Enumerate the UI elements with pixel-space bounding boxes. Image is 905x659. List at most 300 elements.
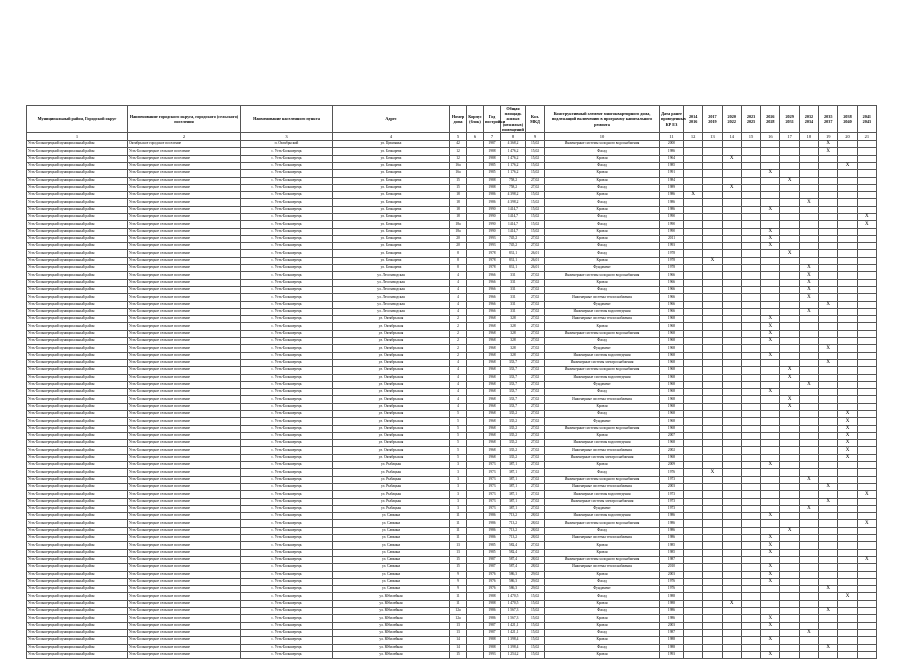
cell-col-9: 15,02 bbox=[526, 228, 545, 235]
cell-col-9: 27,02 bbox=[526, 549, 545, 556]
cell-col-4: ул. Цимлянка bbox=[333, 141, 450, 148]
cell-col-10: Кровля bbox=[545, 235, 660, 242]
cell-col-5: 3 bbox=[450, 483, 467, 490]
cell-col-8: 328 bbox=[501, 323, 526, 330]
cell-col-1: Усть-Большерецкий муниципальный район bbox=[27, 637, 128, 644]
period-cell-19 bbox=[819, 170, 838, 177]
period-cell-20 bbox=[838, 396, 857, 403]
cell-col-5: 4 bbox=[450, 308, 467, 315]
period-cell-15 bbox=[741, 155, 760, 162]
period-cell-16: X bbox=[761, 243, 780, 250]
cell-col-3: с. Усть-Большерецк bbox=[241, 615, 333, 622]
period-cell-15 bbox=[741, 425, 760, 432]
cell-col-10: Фасад bbox=[545, 184, 660, 191]
period-cell-21 bbox=[857, 170, 876, 177]
cell-col-9: 27,02 bbox=[526, 389, 545, 396]
cell-col-1: Усть-Большерецкий муниципальный район bbox=[27, 564, 128, 571]
period-cell-21 bbox=[857, 389, 876, 396]
cell-col-7: 1968 bbox=[484, 374, 501, 381]
cell-col-4: ул. Лесозаводская bbox=[333, 294, 450, 301]
table-row bbox=[27, 425, 877, 432]
period-cell-20 bbox=[838, 622, 857, 629]
period-cell-20 bbox=[838, 527, 857, 534]
period-cell-21 bbox=[857, 272, 876, 279]
period-cell-13 bbox=[703, 265, 722, 272]
cell-col-1: Усть-Большерецкий муниципальный район bbox=[27, 542, 128, 549]
cell-col-9: 28,02 bbox=[526, 535, 545, 542]
cell-col-5: 2 bbox=[450, 352, 467, 359]
cell-col-2: Усть-Большерецкое сельское поселение bbox=[128, 608, 241, 615]
period-cell-16: X bbox=[761, 571, 780, 578]
table-row bbox=[27, 155, 877, 162]
cell-col-11: 1968 bbox=[660, 411, 684, 418]
period-cell-19 bbox=[819, 213, 838, 220]
period-cell-15 bbox=[741, 243, 760, 250]
cell-col-1: Усть-Большерецкий муниципальный район bbox=[27, 425, 128, 432]
period-cell-13 bbox=[703, 498, 722, 505]
cell-col-9: 27,02 bbox=[526, 352, 545, 359]
cell-col-9: 29,02 bbox=[526, 578, 545, 585]
period-cell-18 bbox=[799, 148, 818, 155]
table-row bbox=[27, 374, 877, 381]
period-cell-19 bbox=[819, 308, 838, 315]
period-cell-20: X bbox=[838, 425, 857, 432]
cell-col-11: 1986 bbox=[660, 199, 684, 206]
cell-col-2: Усть-Большерецкое сельское поселение bbox=[128, 184, 241, 191]
cell-col-1: Усть-Большерецкий муниципальный район bbox=[27, 148, 128, 155]
period-cell-17 bbox=[780, 564, 799, 571]
cell-col-3: с. Усть-Большерецк bbox=[241, 608, 333, 615]
cell-col-4: ул. Бочкарева bbox=[333, 177, 450, 184]
cell-col-8: 831,1 bbox=[501, 265, 526, 272]
cell-col-1: Усть-Большерецкий муниципальный район bbox=[27, 476, 128, 483]
table-row bbox=[27, 213, 877, 220]
period-cell-13 bbox=[703, 615, 722, 622]
cell-col-3: с. Усть-Большерецк bbox=[241, 498, 333, 505]
period-cell-14 bbox=[722, 192, 741, 199]
cell-col-4: ул. Октябрьская bbox=[333, 396, 450, 403]
period-cell-17 bbox=[780, 213, 799, 220]
column-number-row bbox=[27, 133, 877, 141]
period-cell-16 bbox=[761, 527, 780, 534]
period-cell-14 bbox=[722, 637, 741, 644]
table-row bbox=[27, 228, 877, 235]
period-cell-13 bbox=[703, 411, 722, 418]
period-cell-13 bbox=[703, 184, 722, 191]
cell-col-9: 15,02 bbox=[526, 644, 545, 651]
cell-col-6 bbox=[467, 615, 484, 622]
cell-col-1: Усть-Большерецкий муниципальный район bbox=[27, 411, 128, 418]
cell-col-11: 1966 bbox=[660, 272, 684, 279]
cell-col-3: с. Усть-Большерецк bbox=[241, 483, 333, 490]
column-header-3: Наименование населенного пункта bbox=[241, 106, 333, 133]
period-cell-19 bbox=[819, 294, 838, 301]
cell-col-6 bbox=[467, 513, 484, 520]
period-cell-16 bbox=[761, 155, 780, 162]
period-cell-17 bbox=[780, 542, 799, 549]
period-cell-20 bbox=[838, 476, 857, 483]
cell-col-5: 3 bbox=[450, 476, 467, 483]
period-cell-12 bbox=[684, 213, 703, 220]
cell-col-7: 1968 bbox=[484, 381, 501, 388]
cell-col-10: Кровля bbox=[545, 206, 660, 213]
cell-col-8: 1 470,5 bbox=[501, 600, 526, 607]
cell-col-6 bbox=[467, 432, 484, 439]
period-cell-16 bbox=[761, 608, 780, 615]
period-cell-17 bbox=[780, 549, 799, 556]
cell-col-3: с. Усть-Большерецк bbox=[241, 549, 333, 556]
column-number-12: 12 bbox=[684, 133, 703, 141]
cell-col-10: Фундамент bbox=[545, 505, 660, 512]
period-cell-12 bbox=[684, 498, 703, 505]
cell-col-9: 27,02 bbox=[526, 308, 545, 315]
cell-col-6 bbox=[467, 265, 484, 272]
period-cell-13: X bbox=[703, 469, 722, 476]
cell-col-8: 387,1 bbox=[501, 491, 526, 498]
period-cell-15 bbox=[741, 330, 760, 337]
cell-col-3: с. Усть-Большерецк bbox=[241, 272, 333, 279]
cell-col-8: 335,2 bbox=[501, 418, 526, 425]
cell-col-7: 1978 bbox=[484, 265, 501, 272]
period-cell-15 bbox=[741, 206, 760, 213]
cell-col-5: 2 bbox=[450, 330, 467, 337]
cell-col-1: Усть-Большерецкий муниципальный район bbox=[27, 374, 128, 381]
cell-col-7: 1988 bbox=[484, 600, 501, 607]
cell-col-9: 26,01 bbox=[526, 257, 545, 264]
period-cell-15 bbox=[741, 549, 760, 556]
period-cell-14 bbox=[722, 483, 741, 490]
period-cell-18 bbox=[799, 235, 818, 242]
cell-col-6 bbox=[467, 170, 484, 177]
cell-col-10: Инженерные системы холодного водоснабжения bbox=[545, 141, 660, 148]
cell-col-5: 4 bbox=[450, 279, 467, 286]
cell-col-9: 27,02 bbox=[526, 432, 545, 439]
table-row bbox=[27, 418, 877, 425]
cell-col-10: Инженерные системы водоотведения bbox=[545, 374, 660, 381]
cell-col-3: с. Усть-Большерецк bbox=[241, 155, 333, 162]
period-cell-20 bbox=[838, 243, 857, 250]
cell-col-1: Усть-Большерецкий муниципальный район bbox=[27, 177, 128, 184]
period-cell-20 bbox=[838, 279, 857, 286]
column-number-15: 15 bbox=[741, 133, 760, 141]
cell-col-5: 4 bbox=[450, 272, 467, 279]
cell-col-9: 27,02 bbox=[526, 359, 545, 366]
period-cell-21 bbox=[857, 505, 876, 512]
period-cell-16: X bbox=[761, 389, 780, 396]
cell-col-2: Октябрьское городское поселение bbox=[128, 141, 241, 148]
period-cell-20: X bbox=[838, 447, 857, 454]
period-cell-16 bbox=[761, 396, 780, 403]
cell-col-6 bbox=[467, 491, 484, 498]
cell-col-1: Усть-Большерецкий муниципальный район bbox=[27, 265, 128, 272]
period-cell-18 bbox=[799, 403, 818, 410]
period-cell-18 bbox=[799, 184, 818, 191]
cell-col-10: Фасад bbox=[545, 213, 660, 220]
period-cell-20 bbox=[838, 265, 857, 272]
cell-col-3: с. Усть-Большерецк bbox=[241, 257, 333, 264]
period-cell-15 bbox=[741, 651, 760, 658]
table-row bbox=[27, 257, 877, 264]
cell-col-10: Фасад bbox=[545, 199, 660, 206]
period-cell-12 bbox=[684, 279, 703, 286]
cell-col-2: Усть-Большерецкое сельское поселение bbox=[128, 250, 241, 257]
period-cell-13 bbox=[703, 600, 722, 607]
period-cell-17: X bbox=[780, 396, 799, 403]
period-cell-19: X bbox=[819, 498, 838, 505]
cell-col-9: 27,02 bbox=[526, 462, 545, 469]
cell-col-7: 1968 bbox=[484, 352, 501, 359]
period-cell-21 bbox=[857, 177, 876, 184]
period-cell-15 bbox=[741, 170, 760, 177]
cell-col-1: Усть-Большерецкий муниципальный район bbox=[27, 170, 128, 177]
period-cell-21 bbox=[857, 141, 876, 148]
cell-col-1: Усть-Большерецкий муниципальный район bbox=[27, 272, 128, 279]
period-cell-17 bbox=[780, 498, 799, 505]
period-cell-13 bbox=[703, 316, 722, 323]
period-cell-13 bbox=[703, 141, 722, 148]
cell-col-6 bbox=[467, 228, 484, 235]
period-cell-12 bbox=[684, 221, 703, 228]
period-cell-16: X bbox=[761, 615, 780, 622]
cell-col-11: 1989 bbox=[660, 184, 684, 191]
period-cell-16 bbox=[761, 629, 780, 636]
period-cell-17 bbox=[780, 323, 799, 330]
cell-col-1: Усть-Большерецкий муниципальный район bbox=[27, 316, 128, 323]
cell-col-1: Усть-Большерецкий муниципальный район bbox=[27, 462, 128, 469]
cell-col-10: Инженерные системы теплоснабжения bbox=[545, 535, 660, 542]
period-cell-18 bbox=[799, 578, 818, 585]
period-cell-19 bbox=[819, 257, 838, 264]
period-cell-18: X bbox=[799, 629, 818, 636]
cell-col-4: ул. Октябрьская bbox=[333, 425, 450, 432]
period-cell-18: X bbox=[799, 308, 818, 315]
cell-col-2: Усть-Большерецкое сельское поселение bbox=[128, 425, 241, 432]
period-cell-20 bbox=[838, 615, 857, 622]
cell-col-7: 1968 bbox=[484, 411, 501, 418]
period-cell-15 bbox=[741, 221, 760, 228]
cell-col-9: 15,02 bbox=[526, 629, 545, 636]
table-row bbox=[27, 184, 877, 191]
cell-col-9: 28,02 bbox=[526, 520, 545, 527]
period-cell-21 bbox=[857, 338, 876, 345]
cell-col-8: 387,1 bbox=[501, 469, 526, 476]
period-cell-18 bbox=[799, 228, 818, 235]
cell-col-10: Инженерные системы электроснабжения bbox=[545, 454, 660, 461]
cell-col-5: 4 bbox=[450, 294, 467, 301]
period-cell-18 bbox=[799, 520, 818, 527]
cell-col-2: Усть-Большерецкое сельское поселение bbox=[128, 483, 241, 490]
cell-col-10: Кровля bbox=[545, 571, 660, 578]
cell-col-2: Усть-Большерецкое сельское поселение bbox=[128, 294, 241, 301]
cell-col-1: Усть-Большерецкий муниципальный район bbox=[27, 629, 128, 636]
cell-col-11: 1986 bbox=[660, 520, 684, 527]
period-cell-17 bbox=[780, 265, 799, 272]
period-cell-16 bbox=[761, 469, 780, 476]
period-cell-19 bbox=[819, 556, 838, 563]
period-cell-17 bbox=[780, 279, 799, 286]
table-row bbox=[27, 221, 877, 228]
period-cell-21 bbox=[857, 367, 876, 374]
period-cell-16 bbox=[761, 279, 780, 286]
period-cell-17 bbox=[780, 608, 799, 615]
cell-col-5: 18 bbox=[450, 213, 467, 220]
cell-col-2: Усть-Большерецкое сельское поселение bbox=[128, 454, 241, 461]
period-cell-12 bbox=[684, 622, 703, 629]
cell-col-11: 1968 bbox=[660, 359, 684, 366]
period-cell-21: X bbox=[857, 556, 876, 563]
period-cell-17 bbox=[780, 272, 799, 279]
period-cell-20 bbox=[838, 250, 857, 257]
cell-col-6 bbox=[467, 257, 484, 264]
cell-col-2: Усть-Большерецкое сельское поселение bbox=[128, 367, 241, 374]
cell-col-5: 5 bbox=[450, 425, 467, 432]
period-cell-20 bbox=[838, 235, 857, 242]
table-row bbox=[27, 593, 877, 600]
table-row bbox=[27, 359, 877, 366]
cell-col-10: Кровля bbox=[545, 177, 660, 184]
cell-col-11: 1985 bbox=[660, 162, 684, 169]
cell-col-9: 28,02 bbox=[526, 564, 545, 571]
cell-col-6 bbox=[467, 425, 484, 432]
cell-col-4: ул. Октябрьская bbox=[333, 389, 450, 396]
period-cell-19 bbox=[819, 192, 838, 199]
cell-col-1: Усть-Большерецкий муниципальный район bbox=[27, 622, 128, 629]
period-cell-17 bbox=[780, 206, 799, 213]
period-cell-17 bbox=[780, 243, 799, 250]
cell-col-8: 331 bbox=[501, 301, 526, 308]
cell-col-10: Кровля bbox=[545, 542, 660, 549]
table-row bbox=[27, 294, 877, 301]
period-cell-20: X bbox=[838, 411, 857, 418]
period-cell-20 bbox=[838, 651, 857, 658]
period-cell-21 bbox=[857, 615, 876, 622]
period-cell-13 bbox=[703, 462, 722, 469]
period-cell-14 bbox=[722, 593, 741, 600]
period-cell-20 bbox=[838, 586, 857, 593]
period-cell-14 bbox=[722, 586, 741, 593]
cell-col-7: 1968 bbox=[484, 432, 501, 439]
cell-col-3: с. Усть-Большерецк bbox=[241, 294, 333, 301]
table-row bbox=[27, 389, 877, 396]
period-cell-20 bbox=[838, 556, 857, 563]
column-number-5: 5 bbox=[450, 133, 467, 141]
cell-col-10: Кровля bbox=[545, 622, 660, 629]
table-row bbox=[27, 535, 877, 542]
cell-col-11: 1988 bbox=[660, 593, 684, 600]
period-cell-15 bbox=[741, 286, 760, 293]
period-cell-18: X bbox=[799, 272, 818, 279]
cell-col-8: 4 368,2 bbox=[501, 141, 526, 148]
cell-col-10: Инженерные системы холодного водоснабжения bbox=[545, 330, 660, 337]
cell-col-11: 1966 bbox=[660, 294, 684, 301]
period-cell-18: X bbox=[799, 199, 818, 206]
period-cell-17 bbox=[780, 345, 799, 352]
cell-col-5: 3 bbox=[450, 491, 467, 498]
table-row bbox=[27, 447, 877, 454]
cell-col-1: Усть-Большерецкий муниципальный район bbox=[27, 235, 128, 242]
cell-col-9: 15,02 bbox=[526, 162, 545, 169]
cell-col-4: ул. Юбилейная bbox=[333, 622, 450, 629]
period-cell-13 bbox=[703, 206, 722, 213]
cell-col-10: Фасад bbox=[545, 527, 660, 534]
cell-col-4: ул. Савкина bbox=[333, 586, 450, 593]
table-row bbox=[27, 286, 877, 293]
period-cell-20 bbox=[838, 381, 857, 388]
cell-col-10: Фасад bbox=[545, 221, 660, 228]
period-cell-20 bbox=[838, 644, 857, 651]
table-row bbox=[27, 279, 877, 286]
period-cell-13: X bbox=[703, 257, 722, 264]
period-cell-19 bbox=[819, 615, 838, 622]
cell-col-10: Инженерные системы теплоснабжения bbox=[545, 316, 660, 323]
period-cell-19 bbox=[819, 403, 838, 410]
cell-col-1: Усть-Большерецкий муниципальный район bbox=[27, 571, 128, 578]
cell-col-11: 1990 bbox=[660, 228, 684, 235]
cell-col-8: 1414,7 bbox=[501, 228, 526, 235]
cell-col-6 bbox=[467, 199, 484, 206]
cell-col-2: Усть-Большерецкое сельское поселение bbox=[128, 411, 241, 418]
cell-col-9: 28,02 bbox=[526, 513, 545, 520]
period-cell-15 bbox=[741, 272, 760, 279]
period-cell-21 bbox=[857, 498, 876, 505]
period-cell-14 bbox=[722, 141, 741, 148]
cell-col-10: Инженерные системы водоотведения bbox=[545, 513, 660, 520]
cell-col-9: 27,02 bbox=[526, 403, 545, 410]
cell-col-11: 1968 bbox=[660, 367, 684, 374]
period-cell-12 bbox=[684, 447, 703, 454]
period-cell-15 bbox=[741, 308, 760, 315]
period-cell-19 bbox=[819, 155, 838, 162]
cell-col-5: 5 bbox=[450, 447, 467, 454]
period-cell-18 bbox=[799, 483, 818, 490]
cell-col-8: 1 476,2 bbox=[501, 148, 526, 155]
period-cell-19: X bbox=[819, 141, 838, 148]
cell-col-10: Кровля bbox=[545, 432, 660, 439]
cell-col-4: ул. Бочкарева bbox=[333, 162, 450, 169]
cell-col-4: ул. Савкина bbox=[333, 556, 450, 563]
period-cell-15 bbox=[741, 447, 760, 454]
cell-col-5: 4 bbox=[450, 403, 467, 410]
column-number-6: 6 bbox=[467, 133, 484, 141]
table-row bbox=[27, 556, 877, 563]
period-cell-21 bbox=[857, 381, 876, 388]
table-row bbox=[27, 505, 877, 512]
cell-col-7: 1990 bbox=[484, 221, 501, 228]
table-row bbox=[27, 622, 877, 629]
cell-col-9: 27,02 bbox=[526, 338, 545, 345]
period-cell-17 bbox=[780, 513, 799, 520]
cell-col-6 bbox=[467, 622, 484, 629]
cell-col-4: ул. Октябрьская bbox=[333, 411, 450, 418]
period-cell-17 bbox=[780, 411, 799, 418]
period-cell-14 bbox=[722, 418, 741, 425]
period-cell-17 bbox=[780, 615, 799, 622]
cell-col-2: Усть-Большерецкое сельское поселение bbox=[128, 170, 241, 177]
column-number-18: 18 bbox=[799, 133, 818, 141]
cell-col-9: 15,02 bbox=[526, 206, 545, 213]
cell-col-3: с. Усть-Большерецк bbox=[241, 286, 333, 293]
cell-col-10: Фундамент bbox=[545, 301, 660, 308]
period-cell-17 bbox=[780, 447, 799, 454]
cell-col-3: с. Усть-Большерецк bbox=[241, 206, 333, 213]
period-cell-20 bbox=[838, 330, 857, 337]
cell-col-4: ул. Бочкарева bbox=[333, 206, 450, 213]
period-cell-14 bbox=[722, 206, 741, 213]
cell-col-7: 1968 bbox=[484, 345, 501, 352]
cell-col-2: Усть-Большерецкое сельское поселение bbox=[128, 629, 241, 636]
cell-col-8: 831,1 bbox=[501, 250, 526, 257]
period-cell-21 bbox=[857, 644, 876, 651]
